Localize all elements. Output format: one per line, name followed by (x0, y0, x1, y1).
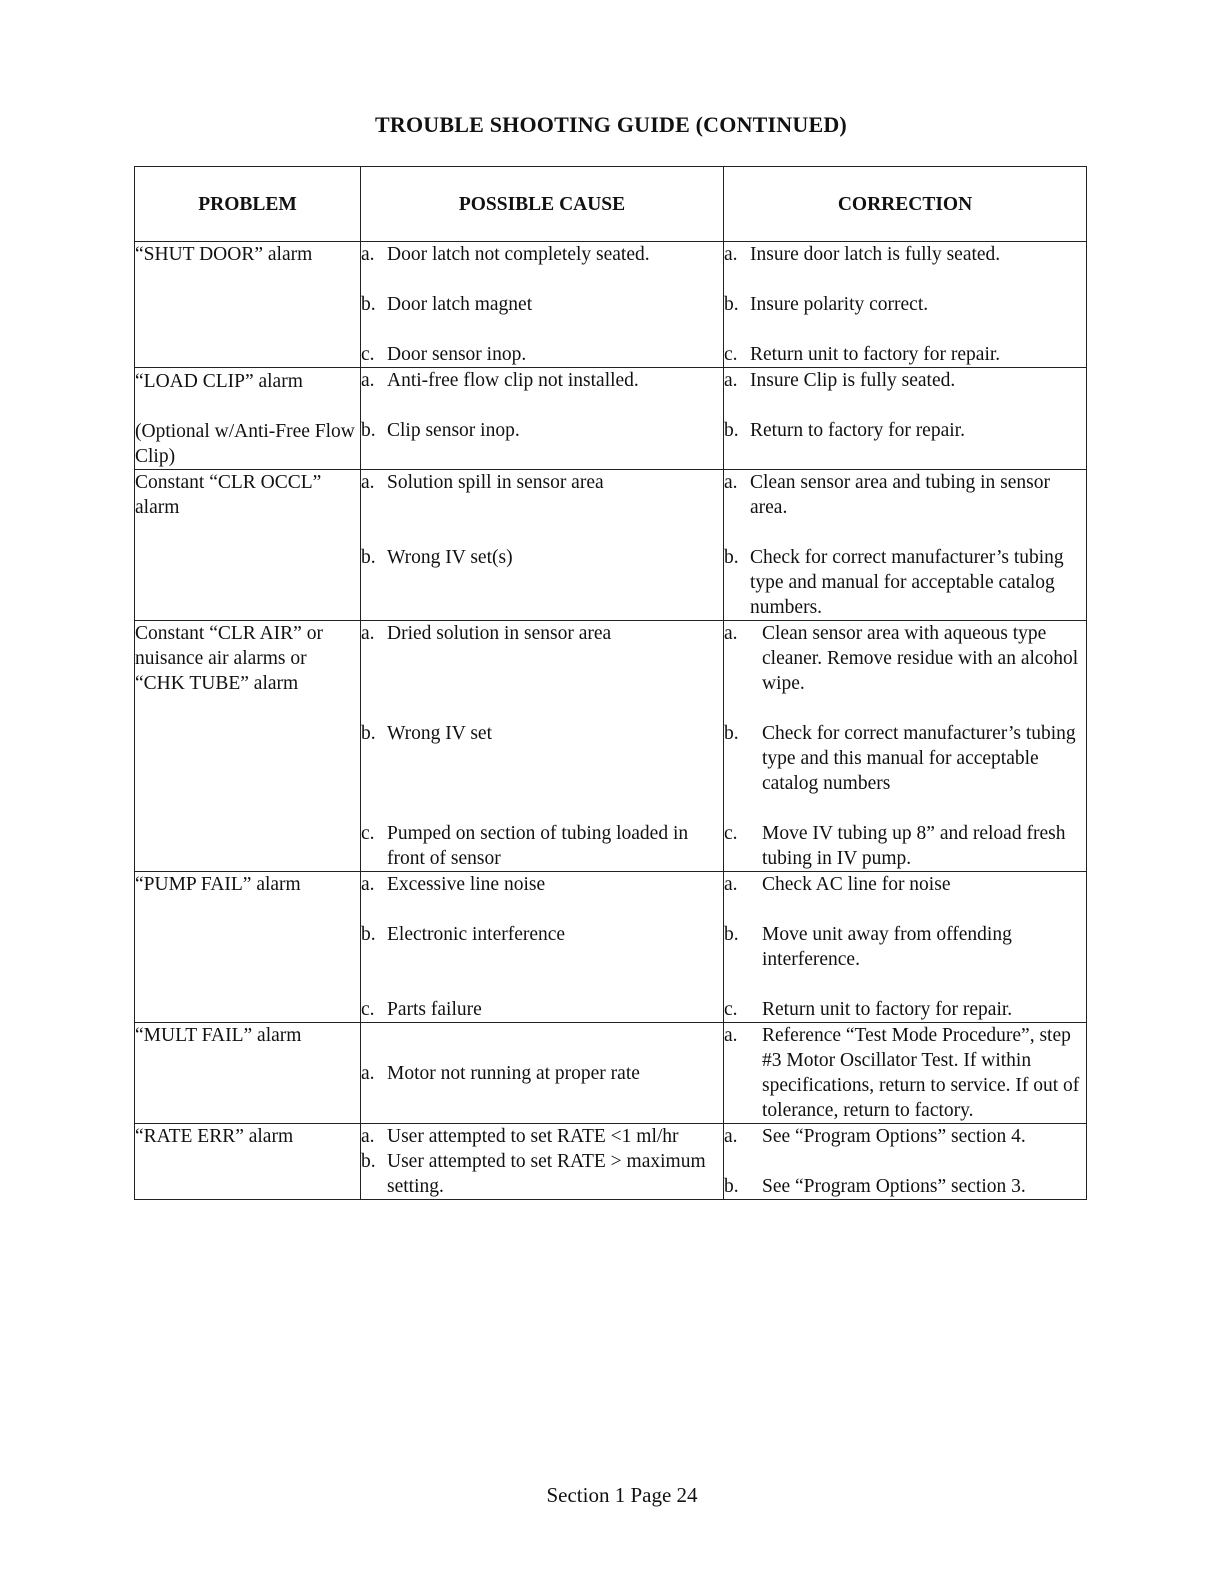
cause-cell (361, 242, 724, 368)
correction-cell (724, 1023, 1087, 1124)
list-item: b. Check for correct manufacturer’s tubing type and manual for acceptable catalog numbers. (724, 547, 1064, 618)
list-item: b. Return to factory for repair. (724, 420, 965, 441)
table-row (135, 1023, 1087, 1124)
cause-cell (361, 621, 724, 872)
correction-cell (724, 1124, 1087, 1200)
header-correction: CORRECTION (724, 167, 1087, 242)
list-item: c. Move IV tubing up 8” and reload fresh tubing in IV pump. (724, 823, 1066, 869)
problem-text: “PUMP FAIL” alarm (135, 874, 301, 895)
list-item: b. Clip sensor inop. (361, 420, 520, 441)
list-item: b. See “Program Options” section 3. (724, 1176, 1026, 1197)
problem-text: Constant “CLR OCCL” alarm (135, 472, 322, 518)
list-item: a. Anti-free flow clip not installed. (361, 370, 639, 391)
correction-cell (724, 621, 1087, 872)
list-item: b. Wrong IV set(s) (361, 547, 513, 568)
list-item: a. Excessive line noise (361, 874, 546, 895)
problem-cell (135, 368, 361, 470)
list-item: c. Return unit to factory for repair. (724, 344, 1001, 365)
problem-text: “RATE ERR” alarm (135, 1126, 294, 1147)
problem-text: “MULT FAIL” alarm (135, 1025, 302, 1046)
list-item: c. Return unit to factory for repair. (724, 999, 1013, 1020)
page-footer: Section 1 Page 24 (546, 1483, 698, 1507)
problem-cell (135, 1124, 361, 1200)
cause-cell (361, 1124, 724, 1200)
problem-cell (135, 242, 361, 368)
problem-cell (135, 1023, 361, 1124)
table-row (135, 242, 1087, 368)
list-item: a. Check AC line for noise (724, 874, 951, 895)
problem-cell (135, 872, 361, 1023)
table-row (135, 1124, 1087, 1200)
list-item: c. Door sensor inop. (361, 344, 527, 365)
list-item: a. Door latch not completely seated. (361, 244, 650, 265)
problem-cell (135, 470, 361, 621)
list-item: b. Wrong IV set (361, 723, 493, 744)
list-item: a. See “Program Options” section 4. (724, 1126, 1026, 1147)
correction-cell (724, 470, 1087, 621)
correction-cell (724, 872, 1087, 1023)
list-item: c. Pumped on section of tubing loaded in front of sensor (361, 823, 689, 869)
list-item: a. Clean sensor area and tubing in sensor area. (724, 472, 1051, 518)
correction-cell (724, 242, 1087, 368)
table-row (135, 621, 1087, 872)
table-row (135, 470, 1087, 621)
list-item: b. Insure polarity correct. (724, 294, 929, 315)
header-possible-cause: POSSIBLE CAUSE (361, 167, 724, 242)
list-item: a. Insure Clip is fully seated. (724, 370, 956, 391)
list-item: b. Door latch magnet (361, 294, 533, 315)
table-row (135, 368, 1087, 470)
cause-cell (361, 1023, 724, 1124)
list-item: b. User attempted to set RATE > maximum setting. (361, 1151, 706, 1197)
list-item: b. Check for correct manufacturer’s tubing type and this manual for acceptable catalog numbers (724, 723, 1076, 794)
cause-cell (361, 368, 724, 470)
header-row (135, 167, 1087, 242)
list-item: a. Solution spill in sensor area (361, 472, 604, 493)
list-item: a. Motor not running at proper rate (361, 1062, 640, 1084)
troubleshooting-table (134, 166, 1087, 1200)
problem-cell (135, 621, 361, 872)
header-problem: PROBLEM (135, 167, 361, 242)
page-title: TROUBLE SHOOTING GUIDE (CONTINUED) (375, 112, 847, 137)
list-item: c. Parts failure (361, 999, 482, 1020)
problem-text: Constant “CLR AIR” or nuisance air alarms or “CHK TUBE” alarm (135, 623, 323, 694)
list-item: a. Reference “Test Mode Procedure”, step #3 Motor Oscillator Test. If within specifications, return to service. If out of tolerance, return to factory. (724, 1025, 1080, 1121)
problem-text: “SHUT DOOR” alarm (135, 244, 313, 265)
list-item: b. Move unit away from offending interference. (724, 924, 1012, 970)
problem-note: (Optional w/Anti-Free Flow Clip) (135, 421, 355, 467)
cause-cell (361, 470, 724, 621)
list-item: a. Clean sensor area with aqueous type cleaner. Remove residue with an alcohol wipe. (724, 623, 1079, 694)
list-item: b. Electronic interference (361, 924, 566, 945)
list-item: a. User attempted to set RATE <1 ml/hr (361, 1126, 679, 1147)
problem-text: “LOAD CLIP” alarm (135, 371, 303, 392)
table-row (135, 872, 1087, 1023)
cause-cell (361, 872, 724, 1023)
correction-cell (724, 368, 1087, 470)
list-item: a. Dried solution in sensor area (361, 623, 612, 644)
list-item: a. Insure door latch is fully seated. (724, 244, 1001, 265)
